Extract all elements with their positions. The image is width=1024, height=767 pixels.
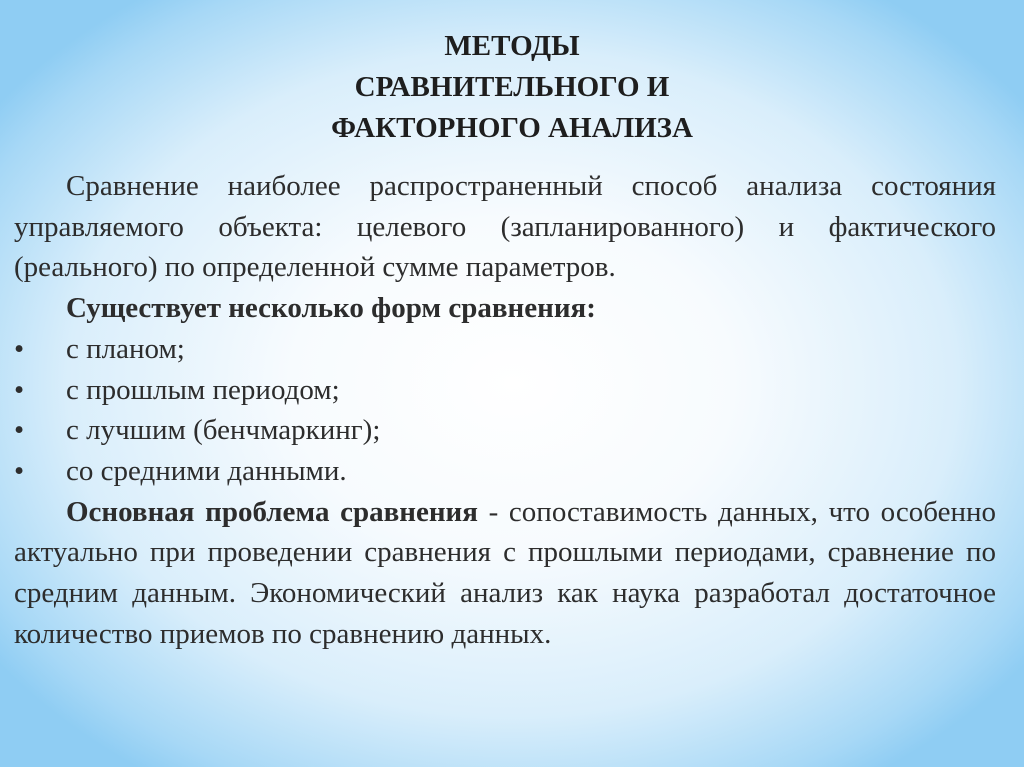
list-item: [14, 451, 996, 492]
slide-body: [14, 166, 996, 654]
list-item-text: с планом;: [66, 332, 185, 365]
bullet-icon: •: [14, 332, 25, 365]
list-item-text: с лучшим (бенчмаркинг);: [66, 414, 381, 447]
title-line: МЕТОДЫ: [444, 30, 580, 62]
slide-title: [0, 26, 1024, 149]
bullet-icon: •: [14, 373, 25, 406]
bullet-icon: •: [14, 414, 25, 447]
list-item: [14, 410, 996, 451]
problem-paragraph: [14, 492, 996, 655]
title-line: СРАВНИТЕЛЬНОГО И: [354, 71, 670, 103]
list-item: [14, 370, 996, 411]
definition-paragraph: Сравнение наиболее распространенный способ анализа состояния управляемого объекта: целевого (запланированного) и фактического (реального) по определенной сумме параметров.: [14, 170, 996, 284]
list-item-text: с прошлым периодом;: [66, 373, 340, 406]
list-item-text: со средними данными.: [66, 454, 347, 487]
forms-subheading: Существует несколько форм сравнения:: [66, 292, 596, 325]
problem-lead: Основная проблема сравнения: [66, 495, 478, 528]
list-item: [14, 329, 996, 370]
comparison-forms-list: [14, 329, 996, 492]
problem-text: - сопоставимость данных, что особенно актуально при проведении сравнения с прошлыми периодами, сравнение по средним данным. Экономический анализ как наука разработал достаточное количество приемов по сравнению данных.: [14, 495, 996, 650]
bullet-icon: •: [14, 454, 25, 487]
title-line: ФАКТОРНОГО АНАЛИЗА: [331, 112, 693, 144]
